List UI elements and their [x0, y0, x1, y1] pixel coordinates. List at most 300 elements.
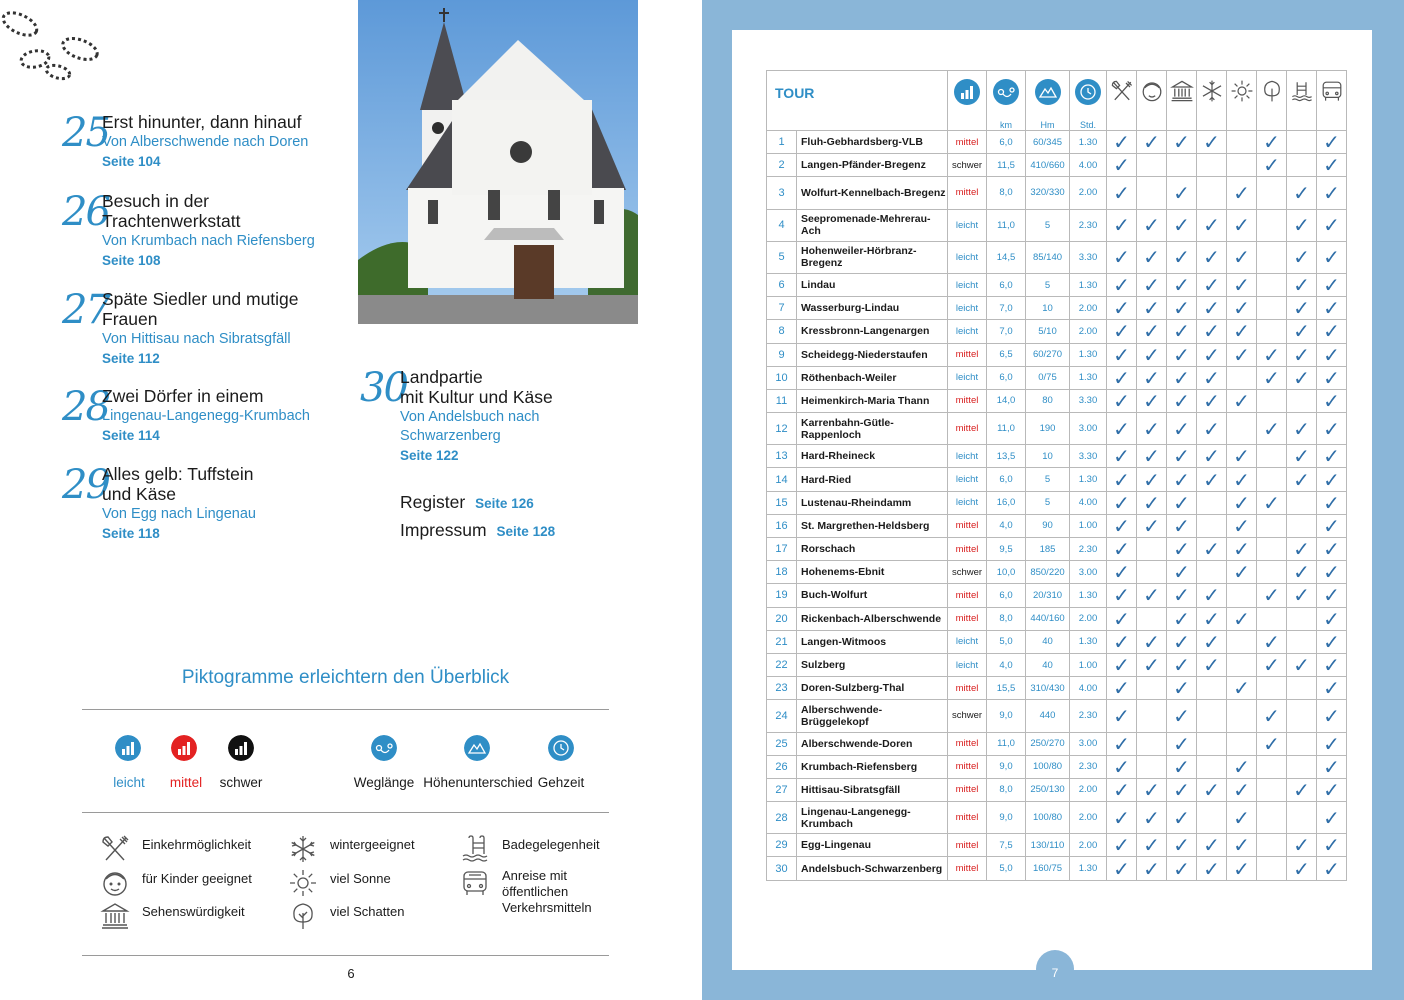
check-icon: ✓: [1173, 537, 1190, 562]
tour-number: 23: [767, 677, 797, 700]
feature-cell: [1137, 131, 1167, 154]
impressum-link[interactable]: [400, 520, 555, 541]
check-icon: ✓: [1113, 296, 1130, 321]
tour-hm: 0/75: [1026, 366, 1070, 389]
feature-cell: [1107, 320, 1137, 343]
check-icon: ✓: [1263, 629, 1280, 654]
tour-hm: 5: [1026, 209, 1070, 241]
tour-name: Langen-Witmoos: [797, 630, 948, 653]
tour-number: 3: [767, 177, 797, 209]
feature-cell: [1287, 273, 1317, 296]
tour-number: 4: [767, 209, 797, 241]
feature-cell: [1137, 630, 1167, 653]
toc-route: Von Alberschwende nach Doren: [102, 134, 309, 150]
feature-cell: [1197, 241, 1227, 273]
toc-title: Erst hinunter, dann hinauf: [102, 112, 302, 132]
difficulty-leicht-icon: [115, 735, 141, 761]
feature-cell: [1317, 653, 1347, 676]
check-icon: ✓: [1203, 296, 1220, 321]
check-icon: ✓: [1143, 342, 1160, 367]
feature-cell: [1257, 468, 1287, 491]
feature-cell: [1227, 514, 1257, 537]
check-icon: ✓: [1293, 537, 1310, 562]
feature-cell: [1167, 802, 1197, 834]
check-icon: ✓: [1293, 560, 1310, 585]
tour-name: Andelsbuch-Schwarzenberg: [797, 857, 948, 880]
tour-duration: 2.00: [1070, 177, 1107, 209]
feature-header: [1317, 71, 1347, 131]
tour-hm: 40: [1026, 653, 1070, 676]
feature-cell: [1107, 732, 1137, 755]
toc-route: Von Krumbach nach Riefensberg: [102, 233, 315, 249]
tour-number: 27: [767, 778, 797, 801]
pictogram-label: für Kinder geeignet: [142, 871, 252, 886]
feature-cell: [1287, 834, 1317, 857]
check-icon: ✓: [1173, 606, 1190, 631]
divider: [82, 812, 609, 813]
tour-name: Heimenkirch-Maria Thann: [797, 389, 948, 412]
tour-name: Röthenbach-Weiler: [797, 366, 948, 389]
feature-cell: [1107, 630, 1137, 653]
tour-hm: 10: [1026, 445, 1070, 468]
tour-difficulty: mittel: [948, 131, 987, 154]
table-row: [767, 445, 1347, 468]
table-row: [767, 241, 1347, 273]
toc-page-link[interactable]: Seite 122: [400, 448, 459, 463]
table-row: [767, 834, 1347, 857]
tour-difficulty: leicht: [948, 630, 987, 653]
tour-number: 15: [767, 491, 797, 514]
check-icon: ✓: [1113, 416, 1130, 441]
check-icon: ✓: [1113, 273, 1130, 298]
feature-cell: [1287, 413, 1317, 445]
pictogram-label: öffentlichen: [502, 884, 569, 899]
toc-page-link[interactable]: Seite 104: [102, 154, 161, 169]
tour-duration: 2.00: [1070, 778, 1107, 801]
check-icon: ✓: [1233, 513, 1250, 538]
feature-cell: [1197, 653, 1227, 676]
feature-cell: [1227, 630, 1257, 653]
feature-cell: [1287, 445, 1317, 468]
tour-difficulty: mittel: [948, 514, 987, 537]
check-icon: ✓: [1323, 490, 1340, 515]
table-row: [767, 343, 1347, 366]
route-icon: [371, 735, 397, 761]
table-row: [767, 154, 1347, 177]
tour-number: 14: [767, 468, 797, 491]
table-row: [767, 468, 1347, 491]
feature-cell: [1287, 607, 1317, 630]
tour-name: St. Margrethen-Heldsberg: [797, 514, 948, 537]
feature-cell: [1197, 320, 1227, 343]
feature-cell: [1317, 366, 1347, 389]
feature-cell: [1167, 700, 1197, 732]
feature-cell: [1137, 584, 1167, 607]
tour-km: 8,0: [987, 607, 1026, 630]
feature-cell: [1227, 209, 1257, 241]
tour-difficulty: mittel: [948, 584, 987, 607]
difficulty-mittel-icon: [171, 735, 197, 761]
check-icon: ✓: [1293, 583, 1310, 608]
feature-cell: [1227, 413, 1257, 445]
feature-cell: [1107, 273, 1137, 296]
bus-icon: [460, 868, 490, 898]
tour-number: 11: [767, 389, 797, 412]
tour-hm: 10: [1026, 297, 1070, 320]
check-icon: ✓: [1143, 365, 1160, 390]
feature-cell: [1167, 343, 1197, 366]
tour-km: 7,0: [987, 297, 1026, 320]
tour-duration: 4.00: [1070, 154, 1107, 177]
tour-name: Hohenweiler-Hörbranz-Bregenz: [797, 241, 948, 273]
tour-km: 6,5: [987, 343, 1026, 366]
tour-number: 24: [767, 700, 797, 732]
check-icon: ✓: [1263, 153, 1280, 178]
tour-duration: 1.30: [1070, 630, 1107, 653]
feature-cell: [1257, 755, 1287, 778]
table-row: [767, 677, 1347, 700]
table-body: [767, 131, 1347, 881]
check-icon: ✓: [1173, 731, 1190, 756]
feature-cell: [1317, 778, 1347, 801]
feature-cell: [1197, 389, 1227, 412]
tour-hm: 410/660: [1026, 154, 1070, 177]
snowflake-icon: [1200, 79, 1224, 103]
check-icon: ✓: [1113, 513, 1130, 538]
table-row: [767, 561, 1347, 584]
feature-cell: [1137, 653, 1167, 676]
toc-title: Frauen: [102, 309, 158, 329]
feature-cell: [1227, 857, 1257, 880]
feature-cell: [1137, 468, 1167, 491]
check-icon: ✓: [1233, 606, 1250, 631]
tour-hm: 440/160: [1026, 607, 1070, 630]
check-icon: ✓: [1113, 856, 1130, 881]
feature-cell: [1137, 209, 1167, 241]
feature-cell: [1167, 514, 1197, 537]
check-icon: ✓: [1203, 629, 1220, 654]
tour-number: 7: [767, 297, 797, 320]
check-icon: ✓: [1203, 833, 1220, 858]
feature-cell: [1257, 653, 1287, 676]
impressum-page[interactable]: Seite 128: [496, 524, 556, 539]
feature-cell: [1317, 241, 1347, 273]
check-icon: ✓: [1203, 537, 1220, 562]
feature-cell: [1257, 538, 1287, 561]
page-number-left: 6: [347, 966, 355, 981]
check-icon: ✓: [1293, 245, 1310, 270]
tour-name: Egg-Lingenau: [797, 834, 948, 857]
tour-km: 4,0: [987, 514, 1026, 537]
check-icon: ✓: [1113, 833, 1130, 858]
tour-number: 13: [767, 445, 797, 468]
check-icon: ✓: [1233, 444, 1250, 469]
feature-cell: [1197, 343, 1227, 366]
feature-cell: [1257, 834, 1287, 857]
check-icon: ✓: [1173, 180, 1190, 205]
clock-icon: [548, 735, 574, 761]
check-icon: ✓: [1293, 833, 1310, 858]
feature-cell: [1107, 857, 1137, 880]
check-icon: ✓: [1143, 805, 1160, 830]
check-icon: ✓: [1173, 296, 1190, 321]
check-icon: ✓: [1143, 777, 1160, 802]
check-icon: ✓: [1173, 653, 1190, 678]
feature-cell: [1257, 778, 1287, 801]
tour-name: Kressbronn-Langenargen: [797, 320, 948, 343]
feature-cell: [1167, 320, 1197, 343]
toc-page-link[interactable]: Seite 112: [102, 351, 160, 366]
feature-cell: [1257, 177, 1287, 209]
child-face-icon: [1140, 79, 1164, 103]
tour-duration: 1.30: [1070, 468, 1107, 491]
check-icon: ✓: [1233, 319, 1250, 344]
tour-hm: 130/110: [1026, 834, 1070, 857]
check-icon: ✓: [1173, 833, 1190, 858]
feature-cell: [1197, 732, 1227, 755]
table-row: [767, 732, 1347, 755]
tour-duration: 3.00: [1070, 732, 1107, 755]
tour-km: 6,0: [987, 584, 1026, 607]
tour-km: 6,0: [987, 131, 1026, 154]
feature-header: [1137, 71, 1167, 131]
feature-cell: [1227, 802, 1257, 834]
feature-cell: [1287, 514, 1317, 537]
check-icon: ✓: [1173, 213, 1190, 238]
check-icon: ✓: [1173, 676, 1190, 701]
feature-cell: [1197, 607, 1227, 630]
tour-number: 17: [767, 538, 797, 561]
feature-cell: [1107, 491, 1137, 514]
feature-cell: [1137, 366, 1167, 389]
feature-cell: [1167, 857, 1197, 880]
feature-cell: [1137, 677, 1167, 700]
register-page[interactable]: Seite 126: [475, 496, 534, 511]
feature-cell: [1257, 514, 1287, 537]
feature-cell: [1317, 177, 1347, 209]
feature-cell: [1287, 297, 1317, 320]
check-icon: ✓: [1263, 365, 1280, 390]
feature-header: [1257, 71, 1287, 131]
feature-header: [1107, 71, 1137, 131]
feature-cell: [1317, 297, 1347, 320]
check-icon: ✓: [1323, 319, 1340, 344]
table-row: [767, 177, 1347, 209]
feature-cell: [1107, 154, 1137, 177]
feature-cell: [1227, 445, 1257, 468]
check-icon: ✓: [1143, 444, 1160, 469]
toc-page-link[interactable]: Seite 118: [102, 526, 160, 541]
feature-cell: [1227, 584, 1257, 607]
tour-number: 30: [767, 857, 797, 880]
check-icon: ✓: [1263, 416, 1280, 441]
feature-cell: [1107, 445, 1137, 468]
feature-cell: [1317, 343, 1347, 366]
check-icon: ✓: [1203, 365, 1220, 390]
tour-km: 13,5: [987, 445, 1026, 468]
check-icon: ✓: [1323, 296, 1340, 321]
register-link[interactable]: [400, 492, 534, 513]
feature-cell: [1227, 366, 1257, 389]
feature-cell: [1317, 584, 1347, 607]
check-icon: ✓: [1293, 273, 1310, 298]
feature-cell: [1227, 834, 1257, 857]
check-icon: ✓: [1113, 153, 1130, 178]
feature-cell: [1137, 732, 1167, 755]
feature-cell: [1287, 561, 1317, 584]
check-icon: ✓: [1113, 245, 1130, 270]
feature-cell: [1317, 445, 1347, 468]
feature-cell: [1167, 389, 1197, 412]
feature-cell: [1107, 755, 1137, 778]
check-icon: ✓: [1293, 213, 1310, 238]
tour-difficulty: leicht: [948, 468, 987, 491]
tour-km: 6,0: [987, 468, 1026, 491]
feature-cell: [1257, 584, 1287, 607]
toc-page-link[interactable]: Seite 108: [102, 253, 161, 268]
tour-number: 5: [767, 241, 797, 273]
feature-cell: [1137, 561, 1167, 584]
tour-km: 8,0: [987, 177, 1026, 209]
check-icon: ✓: [1323, 130, 1340, 155]
check-icon: ✓: [1143, 319, 1160, 344]
pictogram-sonne: [288, 868, 391, 898]
feature-cell: [1227, 389, 1257, 412]
tour-name: Wasserburg-Lindau: [797, 297, 948, 320]
feature-cell: [1167, 297, 1197, 320]
tour-difficulty: mittel: [948, 177, 987, 209]
feature-cell: [1257, 857, 1287, 880]
check-icon: ✓: [1233, 342, 1250, 367]
feature-cell: [1107, 468, 1137, 491]
feature-cell: [1197, 834, 1227, 857]
tour-duration: 3.00: [1070, 413, 1107, 445]
pictogram-label: Anreise mit: [502, 868, 568, 883]
tour-difficulty: mittel: [948, 677, 987, 700]
check-icon: ✓: [1263, 703, 1280, 728]
check-icon: ✓: [1293, 342, 1310, 367]
feature-cell: [1107, 297, 1137, 320]
tour-duration: 3.30: [1070, 445, 1107, 468]
feature-cell: [1287, 653, 1317, 676]
feature-cell: [1317, 802, 1347, 834]
feature-cell: [1107, 343, 1137, 366]
pictogram-einkehr: [100, 834, 251, 864]
pictogram-sehenswuerdigkeit: [100, 901, 245, 931]
check-icon: ✓: [1173, 754, 1190, 779]
check-icon: ✓: [1143, 583, 1160, 608]
toc-page-link[interactable]: Seite 114: [102, 428, 160, 443]
check-icon: ✓: [1113, 365, 1130, 390]
church-photo: [358, 0, 638, 324]
tour-km: 10,0: [987, 561, 1026, 584]
feature-cell: [1197, 273, 1227, 296]
divider: [82, 955, 609, 956]
check-icon: ✓: [1143, 629, 1160, 654]
check-icon: ✓: [1143, 273, 1160, 298]
snowflake-icon: [288, 834, 318, 864]
feature-cell: [1137, 538, 1167, 561]
check-icon: ✓: [1263, 731, 1280, 756]
tour-km: 14,5: [987, 241, 1026, 273]
feature-cell: [1317, 389, 1347, 412]
feature-cell: [1317, 857, 1347, 880]
metric-weglaenge-label: Weglänge: [353, 775, 415, 790]
feature-header: [1197, 71, 1227, 131]
feature-cell: [1257, 677, 1287, 700]
check-icon: ✓: [1173, 856, 1190, 881]
toc-title: Trachtenwerkstatt: [102, 211, 241, 231]
check-icon: ✓: [1323, 273, 1340, 298]
tour-name: Sulzberg: [797, 653, 948, 676]
check-icon: ✓: [1323, 703, 1340, 728]
tour-duration: 1.30: [1070, 131, 1107, 154]
table-row: [767, 584, 1347, 607]
check-icon: ✓: [1323, 754, 1340, 779]
toc-title: Besuch in der: [102, 191, 210, 211]
feature-cell: [1317, 732, 1347, 755]
feature-cell: [1317, 131, 1347, 154]
feature-cell: [1137, 834, 1167, 857]
tour-km: 9,5: [987, 538, 1026, 561]
feature-cell: [1227, 343, 1257, 366]
toc-route: Von Andelsbuch nach: [400, 409, 540, 425]
tour-difficulty: leicht: [948, 491, 987, 514]
tour-duration: 1.30: [1070, 584, 1107, 607]
feature-cell: [1107, 607, 1137, 630]
check-icon: ✓: [1143, 416, 1160, 441]
check-icon: ✓: [1113, 342, 1130, 367]
feature-cell: [1287, 778, 1317, 801]
table-row: [767, 538, 1347, 561]
tour-number: 18: [767, 561, 797, 584]
feature-cell: [1197, 677, 1227, 700]
tour-header: TOUR: [767, 71, 948, 131]
feature-cell: [1107, 584, 1137, 607]
feature-cell: [1137, 491, 1167, 514]
museum-icon: [1170, 79, 1194, 103]
tour-number: 2: [767, 154, 797, 177]
feature-cell: [1287, 320, 1317, 343]
tour-difficulty: schwer: [948, 154, 987, 177]
unit-km: km: [1000, 120, 1012, 130]
feature-cell: [1227, 320, 1257, 343]
feature-cell: [1257, 491, 1287, 514]
tour-duration: 2.00: [1070, 802, 1107, 834]
check-icon: ✓: [1143, 490, 1160, 515]
feature-cell: [1317, 607, 1347, 630]
tour-hm: 440: [1026, 700, 1070, 732]
tour-name: Scheidegg-Niederstaufen: [797, 343, 948, 366]
check-icon: ✓: [1113, 537, 1130, 562]
toc-route: Lingenau-Langenegg-Krumbach: [102, 408, 310, 424]
check-icon: ✓: [1203, 342, 1220, 367]
tour-hm: 20/310: [1026, 584, 1070, 607]
check-icon: ✓: [1323, 342, 1340, 367]
check-icon: ✓: [1143, 833, 1160, 858]
table-row: [767, 607, 1347, 630]
feature-cell: [1197, 297, 1227, 320]
check-icon: ✓: [1233, 490, 1250, 515]
tour-hm: 100/80: [1026, 802, 1070, 834]
check-icon: ✓: [1203, 130, 1220, 155]
check-icon: ✓: [1233, 245, 1250, 270]
hm-header: [1026, 71, 1070, 131]
feature-cell: [1107, 389, 1137, 412]
tour-km: 6,0: [987, 366, 1026, 389]
feature-cell: [1167, 131, 1197, 154]
check-icon: ✓: [1233, 560, 1250, 585]
